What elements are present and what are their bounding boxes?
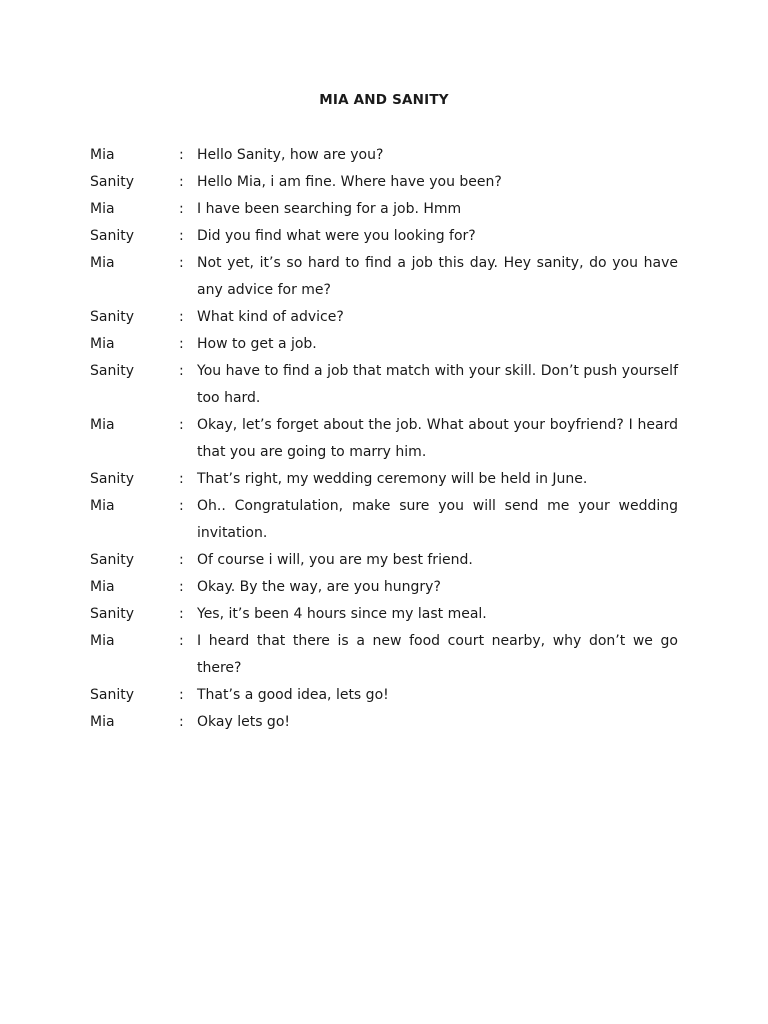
speaker-name: Sanity: [90, 606, 135, 622]
speaker-separator: :: [179, 336, 184, 352]
dialogue-line: [0, 331, 768, 358]
dialogue-line: [0, 304, 768, 331]
speaker-separator: :: [179, 174, 184, 190]
dialogue-text: Yes, it’s been 4 hours since my last meal.: [197, 606, 487, 622]
speaker-separator: :: [179, 471, 184, 487]
speaker-separator: :: [179, 255, 184, 271]
dialogue-text: How to get a job.: [197, 336, 317, 352]
dialogue-line: [0, 682, 768, 709]
dialogue-text: I heard that there is a new food court nearby, why don’t we go there?: [197, 633, 678, 676]
speaker-name: Mia: [90, 498, 115, 514]
speaker-name: Mia: [90, 633, 115, 649]
speaker-name: Sanity: [90, 363, 135, 379]
speaker-name: Mia: [90, 417, 115, 433]
dialogue-line: [0, 601, 768, 628]
dialogue-text: You have to find a job that match with your skill. Don’t push yourself too hard.: [197, 363, 678, 406]
speaker-name: Sanity: [90, 309, 135, 325]
dialogue-text: Okay. By the way, are you hungry?: [197, 579, 441, 595]
speaker-name: Sanity: [90, 174, 135, 190]
speaker-name: Mia: [90, 201, 115, 217]
speaker-separator: :: [179, 498, 184, 514]
dialogue-line: [0, 709, 768, 736]
dialogue-line: [0, 142, 768, 169]
dialogue-line: [0, 547, 768, 574]
speaker-name: Mia: [90, 714, 115, 730]
speaker-separator: :: [179, 363, 184, 379]
document-title: MIA AND SANITY: [319, 92, 449, 108]
dialogue-line: [0, 466, 768, 493]
speaker-name: Mia: [90, 147, 115, 163]
speaker-name: Mia: [90, 255, 115, 271]
dialogue-text: Okay, let’s forget about the job. What about your boyfriend? I heard that you are going to marry him.: [197, 417, 678, 460]
speaker-separator: :: [179, 606, 184, 622]
dialogue-text: Did you find what were you looking for?: [197, 228, 476, 244]
speaker-separator: :: [179, 687, 184, 703]
dialogue-line: [0, 169, 768, 196]
dialogue-text: Okay lets go!: [197, 714, 290, 730]
speaker-separator: :: [179, 417, 184, 433]
dialogue-line: [0, 196, 768, 223]
dialogue-text: That’s right, my wedding ceremony will be held in June.: [197, 471, 588, 487]
dialogue-text: Oh.. Congratulation, make sure you will send me your wedding invitation.: [197, 498, 678, 541]
speaker-separator: :: [179, 147, 184, 163]
dialogue-text: Hello Mia, i am fine. Where have you been?: [197, 174, 502, 190]
speaker-separator: :: [179, 552, 184, 568]
dialogue-line: [0, 574, 768, 601]
speaker-separator: :: [179, 633, 184, 649]
speaker-name: Sanity: [90, 228, 135, 244]
dialogue-text: Hello Sanity, how are you?: [197, 147, 384, 163]
dialogue-line: [0, 628, 768, 682]
dialogue-line: [0, 223, 768, 250]
speaker-separator: :: [179, 714, 184, 730]
speaker-name: Sanity: [90, 552, 135, 568]
speaker-separator: :: [179, 201, 184, 217]
speaker-name: Mia: [90, 336, 115, 352]
dialogue-text: What kind of advice?: [197, 309, 344, 325]
dialogue-line: [0, 358, 768, 412]
dialogue-line: [0, 412, 768, 466]
dialogue-line: [0, 493, 768, 547]
speaker-name: Sanity: [90, 687, 135, 703]
speaker-name: Sanity: [90, 471, 135, 487]
speaker-separator: :: [179, 309, 184, 325]
dialogue-list: [0, 142, 768, 736]
dialogue-text: That’s a good idea, lets go!: [197, 687, 389, 703]
dialogue-line: [0, 250, 768, 304]
speaker-name: Mia: [90, 579, 115, 595]
dialogue-text: Not yet, it’s so hard to find a job this day. Hey sanity, do you have any advice for me?: [197, 255, 678, 298]
speaker-separator: :: [179, 228, 184, 244]
dialogue-text: Of course i will, you are my best friend.: [197, 552, 473, 568]
dialogue-text: I have been searching for a job. Hmm: [197, 201, 462, 217]
speaker-separator: :: [179, 579, 184, 595]
